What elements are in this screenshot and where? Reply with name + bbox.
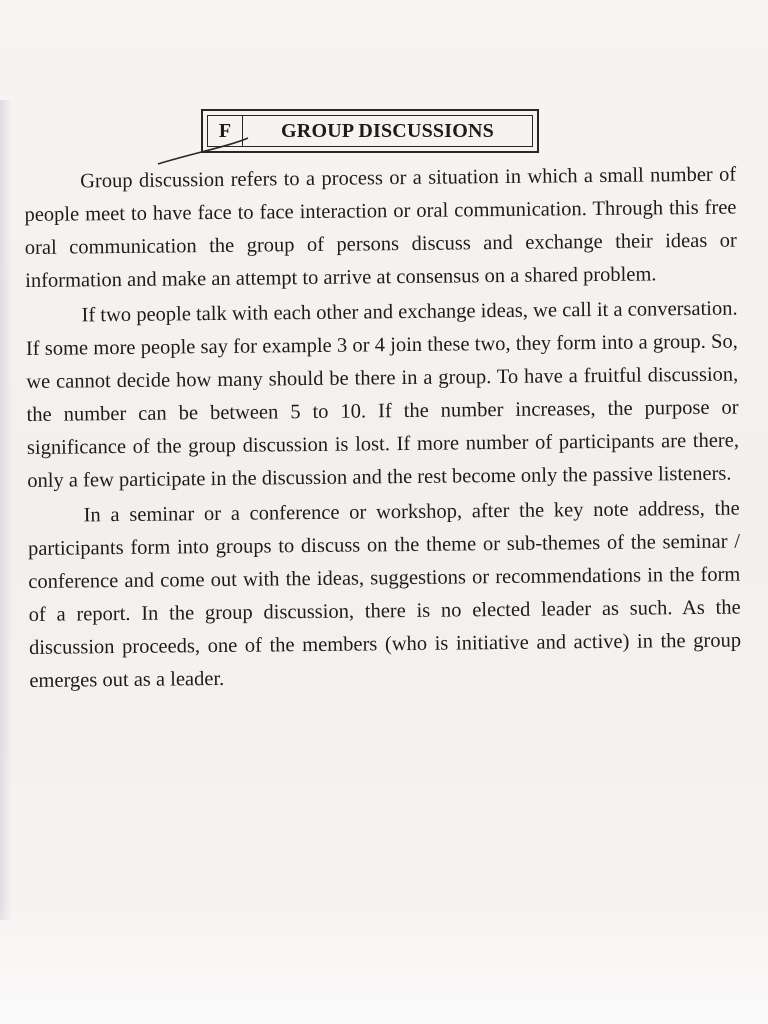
paragraph-definition: Group discussion refers to a process or a situation in which a small number of people meet to have face to face interaction or oral communication. Through this free oral communication the group of persons discuss and exchange their ideas or information and make an attempt to arrive at consensus on a shared problem. <box>24 163 737 292</box>
page-bottom-fade <box>0 900 768 1024</box>
binding-shadow <box>0 100 12 920</box>
body-text <box>24 159 742 698</box>
paragraph-seminar: In a seminar or a conference or workshop, after the key note address, the participants form into groups to discuss on the theme or sub-themes of the seminar / conference and come out with the ideas, suggestions or recommendations in the form of a report. In the group discussion, there is no elected leader as such. As the discussion proceeds, one of the members (who is initiative and active) in the group emerges out as a leader. <box>27 497 742 692</box>
paragraph-group-size: If two people talk with each other and exchange ideas, we call it a conversation. If some more people say for example 3 or 4 join these two, they form into a group. So, we cannot decide how many should be there in a group. To have a fruitful discussion, the number can be between 5 to 10. If the number increases, the purpose or significance of the group discussion is lost. If more number of participants are there, only a few participate in the discussion and the rest become only the passive listeners. <box>25 297 740 492</box>
section-letter: F <box>208 116 243 146</box>
section-title: GROUP DISCUSSIONS <box>281 119 494 142</box>
